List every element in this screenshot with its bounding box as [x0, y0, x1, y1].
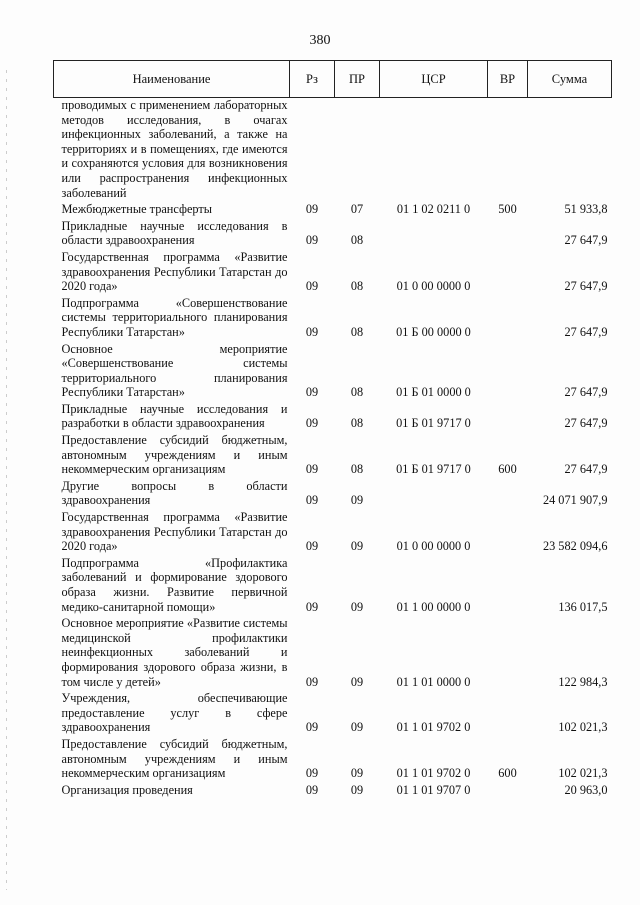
row-csr: 01 1 01 9707 0 — [396, 782, 471, 797]
row-vr — [488, 250, 528, 296]
row-csr: 01 Б 01 9717 0 — [396, 462, 471, 477]
row-name: Государственная программа «Развитие здравоохранения Республики Татарстан до 2020 года» — [61, 249, 288, 294]
row-csr: 01 Б 00 0000 0 — [396, 324, 471, 339]
table-row — [54, 737, 612, 783]
row-vr — [488, 98, 528, 203]
table-row — [54, 479, 612, 510]
header-csr: ЦСР — [380, 61, 488, 98]
row-sum: 51 933,8 — [564, 202, 608, 217]
table-row — [54, 219, 612, 250]
row-rz: 09 — [305, 782, 319, 797]
row-rz — [290, 98, 335, 203]
table-row — [54, 433, 612, 479]
row-csr: 01 0 00 0000 0 — [396, 539, 471, 554]
row-rz: 09 — [305, 599, 319, 614]
table-row — [54, 691, 612, 737]
row-vr — [488, 556, 528, 616]
row-vr — [488, 402, 528, 433]
row-pr: 07 — [350, 202, 364, 217]
row-pr — [335, 98, 380, 203]
row-sum: 27 647,9 — [564, 324, 608, 339]
row-name: Подпрограмма «Совершенствование системы территориального планирования Республики Татарстан» — [61, 295, 288, 339]
row-vr: 600 — [498, 462, 517, 477]
row-name: Прикладные научные исследования и разработки в области здравоохранения — [61, 401, 288, 431]
table-row — [54, 342, 612, 402]
row-sum: 27 647,9 — [564, 416, 608, 431]
row-sum: 27 647,9 — [564, 233, 608, 248]
table-body — [54, 98, 612, 800]
row-sum: 20 963,0 — [564, 782, 608, 797]
row-name: Подпрограмма «Профилактика заболеваний и формирование здорового образа жизни. Развитие первичной медико-санитарной помощи» — [61, 555, 288, 614]
row-csr: 01 1 01 0000 0 — [396, 674, 471, 689]
row-csr — [380, 219, 488, 250]
row-sum: 27 647,9 — [564, 462, 608, 477]
row-pr: 08 — [350, 279, 364, 294]
row-sum: 122 984,3 — [558, 674, 608, 689]
row-name: Основное мероприятие «Развитие системы медицинской профилактики неинфекционных заболеваний и формирования здорового образа жизни, в том числе у детей» — [61, 616, 288, 689]
table-row — [54, 402, 612, 433]
row-vr — [488, 479, 528, 510]
row-rz: 09 — [305, 493, 319, 508]
row-name: Государственная программа «Развитие здравоохранения Республики Татарстан до 2020 года» — [61, 510, 288, 554]
row-rz: 09 — [305, 233, 319, 248]
row-rz: 09 — [305, 202, 319, 217]
row-csr: 01 1 02 0211 0 — [396, 202, 471, 217]
row-rz: 09 — [305, 539, 319, 554]
table-row — [54, 616, 612, 691]
row-pr: 08 — [350, 416, 364, 431]
row-csr: 01 0 00 0000 0 — [396, 279, 471, 294]
row-pr: 08 — [350, 462, 364, 477]
header-name: Наименование — [54, 61, 290, 98]
header-sum: Сумма — [528, 61, 612, 98]
row-csr — [380, 98, 488, 203]
table-row — [54, 510, 612, 556]
row-vr — [488, 342, 528, 402]
row-name: Другие вопросы в области здравоохранения — [61, 478, 288, 508]
row-vr — [488, 219, 528, 250]
row-pr: 09 — [350, 782, 364, 797]
header-vr: ВР — [488, 61, 528, 98]
row-csr: 01 1 00 0000 0 — [396, 599, 471, 614]
row-vr — [488, 783, 528, 800]
row-name: Прикладные научные исследования в области здравоохранения — [61, 218, 288, 248]
row-rz: 09 — [305, 385, 319, 400]
row-csr: 01 1 01 9702 0 — [396, 720, 471, 735]
row-vr: 600 — [498, 766, 517, 781]
header-pr: ПР — [335, 61, 380, 98]
row-name: Предоставление субсидий бюджетным, автономным учреждениям и иным некоммерческим организациям — [61, 736, 288, 781]
row-rz: 09 — [305, 416, 319, 431]
row-vr — [488, 616, 528, 691]
table-row — [54, 250, 612, 296]
row-name: Организация проведения — [61, 782, 193, 797]
table-row — [54, 556, 612, 616]
row-pr: 09 — [350, 599, 364, 614]
row-csr — [380, 479, 488, 510]
row-rz: 09 — [305, 324, 319, 339]
row-sum: 102 021,3 — [558, 720, 608, 735]
row-vr — [488, 691, 528, 737]
row-csr: 01 Б 01 0000 0 — [396, 385, 471, 400]
row-sum: 136 017,5 — [558, 599, 608, 614]
row-vr — [488, 510, 528, 556]
row-name: Основное мероприятие «Совершенствование системы территориального планирования Республики Татарстан» — [61, 341, 288, 400]
scan-edge-mark — [6, 70, 7, 890]
row-vr — [488, 296, 528, 342]
row-pr: 08 — [350, 324, 364, 339]
row-rz: 09 — [305, 279, 319, 294]
table-row — [54, 202, 612, 219]
row-sum: 24 071 907,9 — [542, 493, 608, 508]
table-row — [54, 98, 612, 203]
row-rz: 09 — [305, 462, 319, 477]
row-sum: 27 647,9 — [564, 279, 608, 294]
header-rz: Рз — [290, 61, 335, 98]
row-csr: 01 1 01 9702 0 — [396, 766, 471, 781]
table-row — [54, 296, 612, 342]
row-pr: 08 — [350, 233, 364, 248]
row-pr: 09 — [350, 493, 364, 508]
row-sum: 27 647,9 — [564, 385, 608, 400]
row-name: проводимых с применением лабораторных методов исследования, в очагах инфекционных заболеваний, а также на территориях и в помещениях, где имеются и сохраняются условия для возникновения или распространения инфекционных заболеваний — [61, 98, 288, 200]
row-vr: 500 — [498, 202, 517, 217]
row-sum: 23 582 094,6 — [542, 539, 608, 554]
table-header — [54, 61, 612, 98]
row-csr: 01 Б 01 9717 0 — [396, 416, 471, 431]
row-pr: 08 — [350, 385, 364, 400]
row-rz: 09 — [305, 766, 319, 781]
page-number: 380 — [309, 33, 331, 48]
row-pr: 09 — [350, 674, 364, 689]
row-rz: 09 — [305, 674, 319, 689]
row-pr: 09 — [350, 766, 364, 781]
row-sum: 102 021,3 — [558, 766, 608, 781]
row-name: Учреждения, обеспечивающие предоставление услуг в сфере здравоохранения — [61, 691, 288, 735]
row-name: Предоставление субсидий бюджетным, автономным учреждениям и иным некоммерческим организациям — [61, 433, 288, 477]
row-name: Межбюджетные трансферты — [61, 202, 213, 217]
row-rz: 09 — [305, 720, 319, 735]
row-sum — [528, 98, 612, 203]
row-pr: 09 — [350, 539, 364, 554]
table-row — [54, 783, 612, 800]
row-pr: 09 — [350, 720, 364, 735]
budget-table — [53, 60, 612, 799]
